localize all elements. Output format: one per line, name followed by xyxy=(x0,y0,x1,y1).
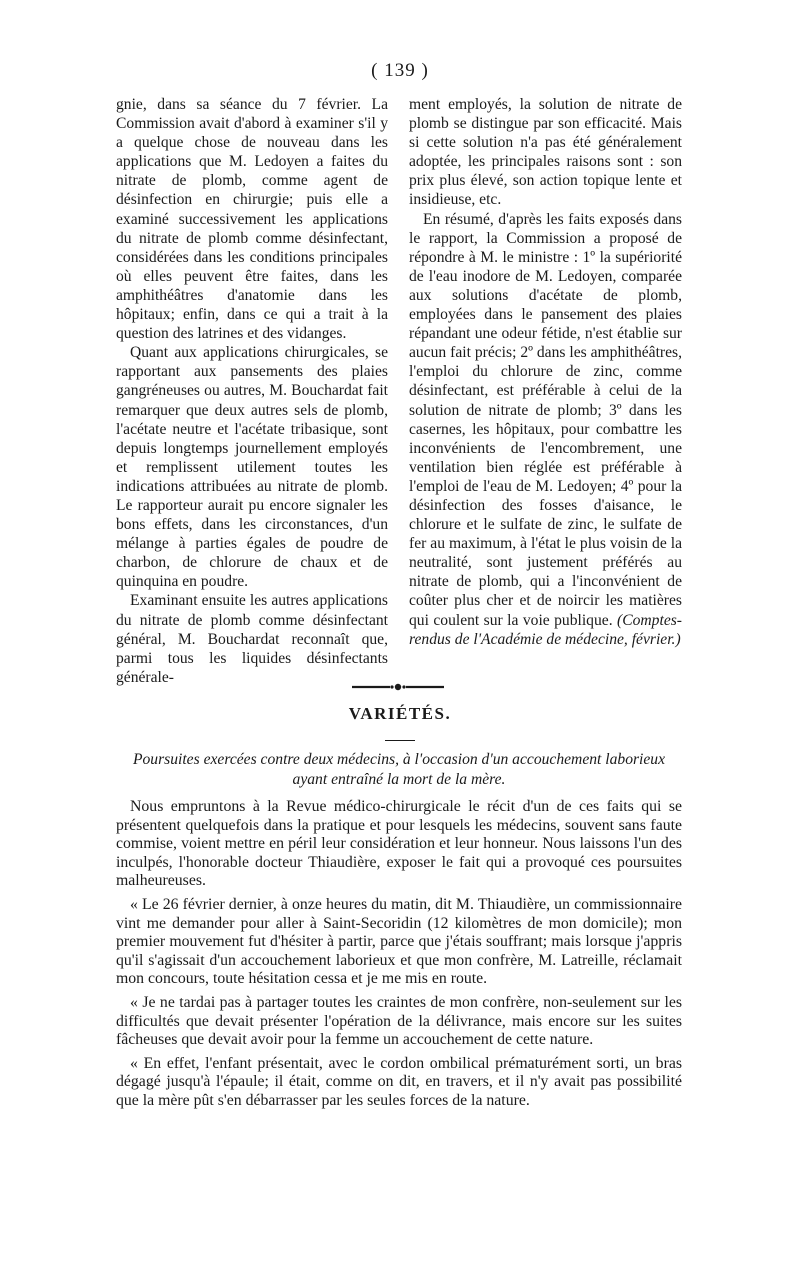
title-rule xyxy=(385,740,415,741)
paragraph: Examinant ensuite les autres applications du nitrate de plomb comme désinfectant général, M. Bouchardat reconnaît que, parmi tous les liquides désinfectants générale- xyxy=(116,592,388,686)
ornamental-divider xyxy=(350,682,446,692)
page-number: ( 139 ) xyxy=(371,60,429,81)
paragraph: Nous empruntons à la Revue médico-chirurgicale le récit d'un de ces faits qui se présentent quelquefois dans la pratique et pour lesquels les médecins, souvent sans faute commise, voient mettre en péril leur considération et leur honneur. Nous laissons l'un des inculpés, l'honorable docteur Thiaudière, exposer le fait qui a provoqué ces poursuites malheureuses. xyxy=(116,798,682,890)
paragraph: « Le 26 février dernier, à onze heures du matin, dit M. Thiaudière, un commissionnaire vint me demander pour aller à Saint-Secoridin (12 kilomètres de mon domicile); mon premier mouvement fut d'hésiter à partir, parce que j'étais souffrant; mais lorsque j'appris qu'il s'agissait d'un accouchement laborieux et que mon confrère, M. Latreille, réclamait mon concours, toute hésitation cessa et je me mis en route. xyxy=(116,895,682,988)
paragraph: gnie, dans sa séance du 7 février. La Commission avait d'abord à examiner s'il y a quelque chose de nouveau dans les applications que M. Ledoyen a faites du nitrate de plomb, comme agent de désinfection en chirurgie; puis elle a examiné successivement les applications du nitrate de plomb comme désinfectant, considérées dans les conditions principales où elles peuvent être faites, dans les amphithéâtres d'anatomie dans les hôpitaux; enfin, dans ce qui a trait à la question des latrines et des vidanges. xyxy=(116,96,388,343)
section-title: VARIÉTÉS. xyxy=(348,704,452,723)
paragraph: ment employés, la solution de nitrate de plomb se distingue par son efficacité. Mais si cette solution n'a pas été généralement adoptée, les principales raisons sont : son prix plus élevé, son action topique lente et insidieuse, etc. xyxy=(409,96,682,209)
paragraph: Quant aux applications chirurgicales, se rapportant aux pansements des plaies gangréneuses ou autres, M. Bouchardat fait remarquer que deux autres sels de plomb, l'acétate neutre et l'acétate tribasique, sont depuis longtemps journellement employés et remplissent utilement toutes les indications attribuées au nitrate de plomb. Le rapporteur aurait pu encore signaler les bons effets, dans les circonstances, d'un mélange à parties égales de poudre de charbon, de chlorure de chaux et de quinquina en poudre. xyxy=(116,344,388,591)
paragraph xyxy=(409,210,682,649)
left-column xyxy=(116,95,388,687)
paragraph: « Je ne tardai pas à partager toutes les craintes de mon confrère, non-seulement sur les difficultés que devait présenter l'opération de la délivrance, mais encore sur les suites fâcheuses que devait avoir pour la femme un accouchement de cette nature. xyxy=(116,993,682,1049)
citation: (Comptes-rendus de l'Académie de médecine, février.) xyxy=(409,611,682,648)
article-heading: Poursuites exercées contre deux médecins, à l'occasion d'un accouchement laborieux ayant entraîné la mort de la mère. xyxy=(132,751,666,788)
paragraph-text: En résumé, d'après les faits exposés dans le rapport, la Commission a proposé de répondre à M. le ministre : 1º la supériorité de l'eau inodore de M. Ledoyen, comparée aux solutions d'acétate de plomb, employées dans le pansement des plaies répandant une odeur fétide, n'est établie sur aucun fait précis; 2º dans les amphithéâtres, l'emploi du chlorure de zinc, comme désinfectant, est préférable à celui de la solution de nitrate de plomb; 3º dans les casernes, les hôpitaux, pour combattre les inconvénients de l'encombrement, une ventilation bien réglée est préférable à l'emploi de l'eau de M. Ledoyen; 4º pour la désinfection des fosses d'aisance, le chlorure et le sulfate de zinc, le sulfate de fer au maximum, à l'état le plus voisin de la neutralité, sont justement préférés au nitrate de plomb, qui a l'inconvénient de coûter plus cher et de noircir les matières qui coulent sur la voie publique. xyxy=(409,210,682,629)
article-body xyxy=(116,798,682,1116)
paragraph: « En effet, l'enfant présentait, avec le cordon ombilical prématurément sorti, un bras dégagé jusqu'à l'épaule; il était, comme on dit, en travers, et il n'y avait pas possibilité que la mère pût s'en débarrasser par les seules forces de la nature. xyxy=(116,1054,682,1109)
right-column xyxy=(409,95,682,649)
